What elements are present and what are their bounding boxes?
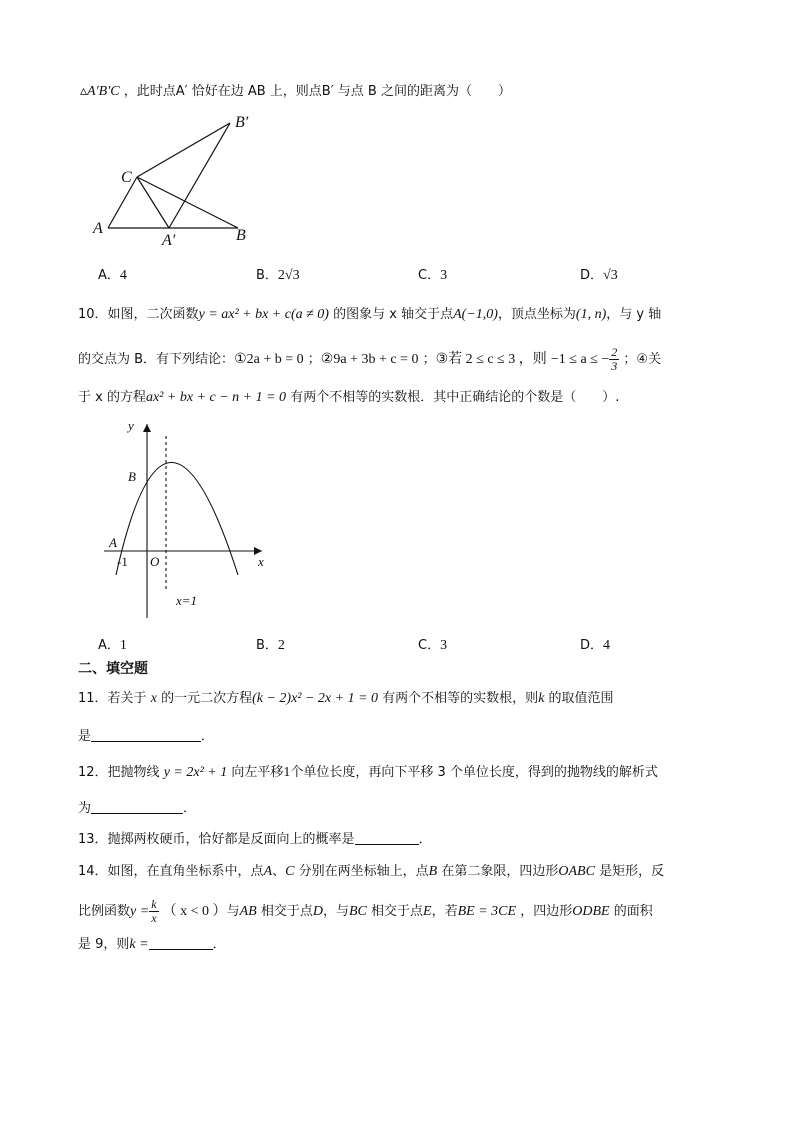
text: 个单位长度，再向下平移 3 个单位长度，得到的抛物线的解析式 <box>290 765 658 780</box>
text: 的取值范围 <box>548 691 614 706</box>
q9-option-c[interactable] <box>418 264 447 284</box>
seg-A'B' <box>169 123 230 228</box>
option-letter: B． <box>256 268 278 283</box>
option-letter: C． <box>418 268 441 283</box>
q10-option-a[interactable] <box>98 634 127 654</box>
label-O: O <box>150 554 160 569</box>
q14-line3: 是 9，则k = ． <box>78 937 226 952</box>
text: 在第二象限，四边形 <box>441 864 559 879</box>
question-number: 11． <box>78 691 108 706</box>
q10-line2: 的交点为 B．有下列结论：①2a + b = 0 ；②9a + 3b + c = 0 ；③若 2 ≤ c ≤ 3 ，则 −1 ≤ a ≤ − $\frac{2}{3}$ ；④关 <box>78 345 662 373</box>
q9-stem <box>80 82 511 102</box>
conclusion-3: ③若 2 ≤ c ≤ 3 ，则 <box>435 352 547 367</box>
label-B-prime: B′ <box>235 114 249 131</box>
q14-line1: 14．如图，在直角坐标系中，点A、C 分别在两坐标轴上，点B 在第二象限，四边形OABC 是矩形，反 <box>78 864 665 879</box>
q10-parabola-graph <box>98 418 278 623</box>
text: ，顶点坐标为 <box>497 307 576 322</box>
option-letter: D． <box>580 268 604 283</box>
label-axis-x1: x=1 <box>176 593 198 608</box>
q9-stem-text: ，此时点A′ 恰好在边 AB 上，则点B′ 与点 B 之间的距离为（ ） <box>123 84 511 99</box>
equation: y = ax² + bx + c(a ≠ 0) <box>198 307 329 322</box>
q11-answer-blank[interactable] <box>91 727 201 742</box>
label-B: B <box>236 227 246 244</box>
conclusion-2: ②9a + 3b + c = 0 <box>320 352 419 367</box>
option-letter: D． <box>580 638 604 653</box>
option-letter: B． <box>256 638 278 653</box>
q9-option-d[interactable] <box>580 264 618 284</box>
var-k: k <box>538 691 545 706</box>
label-y: y <box>128 418 134 433</box>
text: 如图，二次函数 <box>107 307 199 322</box>
option-value: 3 <box>440 268 448 283</box>
q9-option-a[interactable] <box>98 264 127 284</box>
label-x: x <box>258 554 264 569</box>
text: 有两个不相等的实数根．其中正确结论的个数是（ ）. <box>290 390 620 405</box>
number: 1 <box>283 765 291 780</box>
text: 是 9，则 <box>78 937 130 952</box>
q9-triangle: ▵A′B′C <box>80 84 120 99</box>
conclusion-4: ④关 <box>636 352 662 367</box>
text: 向左平移 <box>231 765 284 780</box>
q9-option-b[interactable] <box>256 264 300 284</box>
option-value: 4 <box>119 268 127 283</box>
q10-line3 <box>78 388 619 408</box>
text: 于 x 的方程 <box>78 390 146 405</box>
q13-line: 13．抛掷两枚硬币，恰好都是反面向上的概率是 ． <box>78 832 432 847</box>
question-number: 13． <box>78 832 108 847</box>
option-value: 3 <box>440 638 448 653</box>
label-A: A <box>109 535 117 550</box>
point-A: A(−1,0) <box>453 307 498 322</box>
q13-answer-blank[interactable] <box>355 830 419 845</box>
option-value: 1 <box>119 638 127 653</box>
q10-option-d[interactable] <box>580 634 610 654</box>
fraction-two-thirds: $\frac{2}{3}$ <box>611 345 618 373</box>
label-A: A <box>93 220 103 237</box>
text: 是矩形，反 <box>599 864 665 879</box>
option-value: √3 <box>603 268 618 283</box>
text: 有两个不相等的实数根，则 <box>382 691 539 706</box>
label-C: C <box>121 169 132 186</box>
text: 分别在两坐标轴上，点 <box>298 864 429 879</box>
fraction-k-over-x: $\frac{k}{x}$ <box>151 897 157 925</box>
seg-CB' <box>137 123 230 177</box>
question-number: 12． <box>78 765 108 780</box>
text: 的交点为 B．有下列结论： <box>78 352 235 367</box>
label-A-prime: A′ <box>162 232 176 248</box>
q9-triangle-figure <box>88 108 268 248</box>
conclusion-1: ①2a + b = 0 <box>234 352 304 367</box>
q11-line2: 是 ． <box>78 729 215 744</box>
option-value: 4 <box>603 638 611 653</box>
q11-line1 <box>78 689 614 709</box>
text: 如图，在直角坐标系中，点 <box>107 864 264 879</box>
text: ，与 y 轴 <box>606 307 662 322</box>
q14-line2: 比例函数y = $\frac{k}{x}$ （ x < 0 ）与AB 相交于点D，与BC 相交于点E，若BE = 3CE ，四边形ODBE 的面积 <box>78 897 653 925</box>
text: 的一元二次方程 <box>161 691 253 706</box>
condition: （ x < 0 ） <box>162 904 227 919</box>
q12-line2: 为 ． <box>78 801 197 816</box>
option-letter: A． <box>98 268 120 283</box>
label-neg1: -1 <box>117 554 128 569</box>
text: 是 <box>78 729 92 744</box>
question-number: 10． <box>78 307 108 322</box>
conclusion-3-range: −1 ≤ a ≤ − <box>550 352 610 367</box>
text: 把抛物线 <box>107 765 160 780</box>
option-letter: A． <box>98 638 120 653</box>
section-title: 二、填空题 <box>78 661 148 677</box>
q14-answer-blank[interactable] <box>149 935 213 950</box>
question-number: 14． <box>78 864 108 879</box>
equation: (k − 2)x² − 2x + 1 = 0 <box>252 691 379 706</box>
q10-option-c[interactable] <box>418 634 447 654</box>
q10-line1 <box>78 305 661 325</box>
label-B: B <box>128 469 136 484</box>
option-value: 2√3 <box>277 268 300 283</box>
option-value: 2 <box>277 638 285 653</box>
text: 为 <box>78 801 92 816</box>
equation: ax² + bx + c − n + 1 = 0 <box>145 390 287 405</box>
text: 的图象与 x 轴交于点 <box>333 307 454 322</box>
var-x: x <box>150 691 157 706</box>
equation: y = 2x² + 1 <box>163 765 228 780</box>
option-letter: C． <box>418 638 441 653</box>
q12-line1 <box>78 763 658 783</box>
text: 若关于 <box>107 691 147 706</box>
text: 抛掷两枚硬币，恰好都是反面向上的概率是 <box>107 832 355 847</box>
y-axis-arrow <box>143 424 151 432</box>
text: 比例函数 <box>78 904 131 919</box>
seg-CB <box>137 177 238 228</box>
q10-option-b[interactable] <box>256 634 285 654</box>
q12-answer-blank[interactable] <box>91 799 183 814</box>
vertex: (1, n) <box>575 307 607 322</box>
